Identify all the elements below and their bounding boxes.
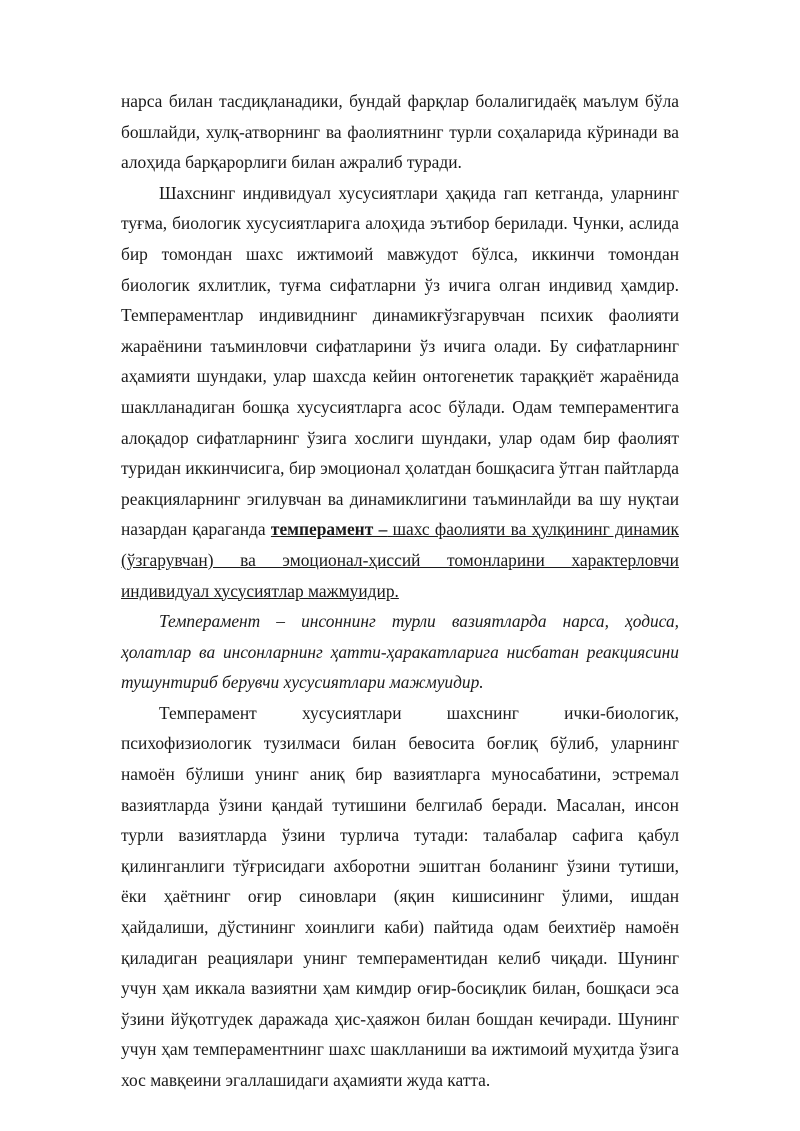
temperament-definition-text: шахс фаолияти ва ҳулқининг динамик (ўзгарувчан) ва эмоционал-ҳиссий томонларини характерловчи индивидуал хусусиятлар мажмуидир.	[121, 519, 679, 601]
paragraph-3-italic-definition: Темперамент – инсоннинг турли вазиятларда нарса, ҳодиса, ҳолатлар ва инсонларнинг ҳатти-ҳаракатларига нисбатан реакциясини тушунтириб берувчи хусусиятлари мажмуидир.	[121, 611, 679, 693]
paragraph-1: нарса билан тасдиқланадики, бундай фарқлар болалигидаёқ маълум бўла бошлайди, хулқ-атворнинг ва фаолиятнинг турли соҳаларида кўринади ва алоҳида барқарорлиги билан ажралиб туради.	[121, 91, 679, 173]
paragraph-4: Темперамент хусусиятлари шахснинг ички-биологик, психофизиологик тузилмаси билан бевосита боғлиқ бўлиб, уларнинг намоён бўлиши унинг аниқ бир вазиятларга муносабатини, эстремал вазиятларда ўзини қандай тутишини белгилаб беради. Масалан, инсон турли вазиятларда ўзини турлича тутади: талабалар сафига қабул қилинганлиги тўғрисидаги ахборотни эшитган боланинг ўзини тутиши, ёки ҳаётнинг оғир синовлари (яқин кишисининг ўлими, ишдан ҳайдалиши, дўстининг хоинлиги каби) пайтида одам беихтиёр намоён қиладиган реациялари унинг темпераментидан келиб чиқади. Шунинг учун ҳам иккала вазиятни ҳам кимдир оғир-босиқлик билан, бошқаси эса ўзини йўқотгудек даражада ҳис-ҳаяжон билан бошдан кечиради. Шунинг учун ҳам темпераментнинг шахс шаклланиши ва ижтимоий муҳитда ўзига хос мавқеини эгаллашидаги аҳамияти жуда катта.	[121, 702, 679, 1090]
document-page	[121, 86, 679, 1096]
temperament-term: темперамент –	[270, 519, 388, 540]
paragraph-2-text: Шахснинг индивидуал хусусиятлари ҳақида гап кетганда, уларнинг туғма, биологик хусусиятларига алоҳида эътибор берилади. Чунки, аслида бир томондан шахс ижтимоий мавжудот бўлса, иккинчи томондан биологик яхлитлик, туғма сифатларни ўз ичига олган индивид ҳамдир. Темпераментлар индивиднинг динамикғўзгарувчан психик фаолияти жараёнини таъминловчи сифатларини ўз ичига олади. Бу сифатларнинг аҳамияти шундаки, улар шахсда кейин онтогенетик тараққиёт жараёнида шаклланадиган бошқа хусусиятларга асос бўлади. Одам темпераментига алоқадор сифатларнинг ўзига хослиги шундаки, улар одам бир фаолият туридан иккинчисига, бир эмоционал ҳолатдан бошқасига ўтган пайтларда реакцияларнинг эгилувчан ва динамиклигини таъминлайди ва шу нуқтаи назардан қараганда	[121, 182, 679, 540]
paragraph-2	[121, 178, 679, 606]
